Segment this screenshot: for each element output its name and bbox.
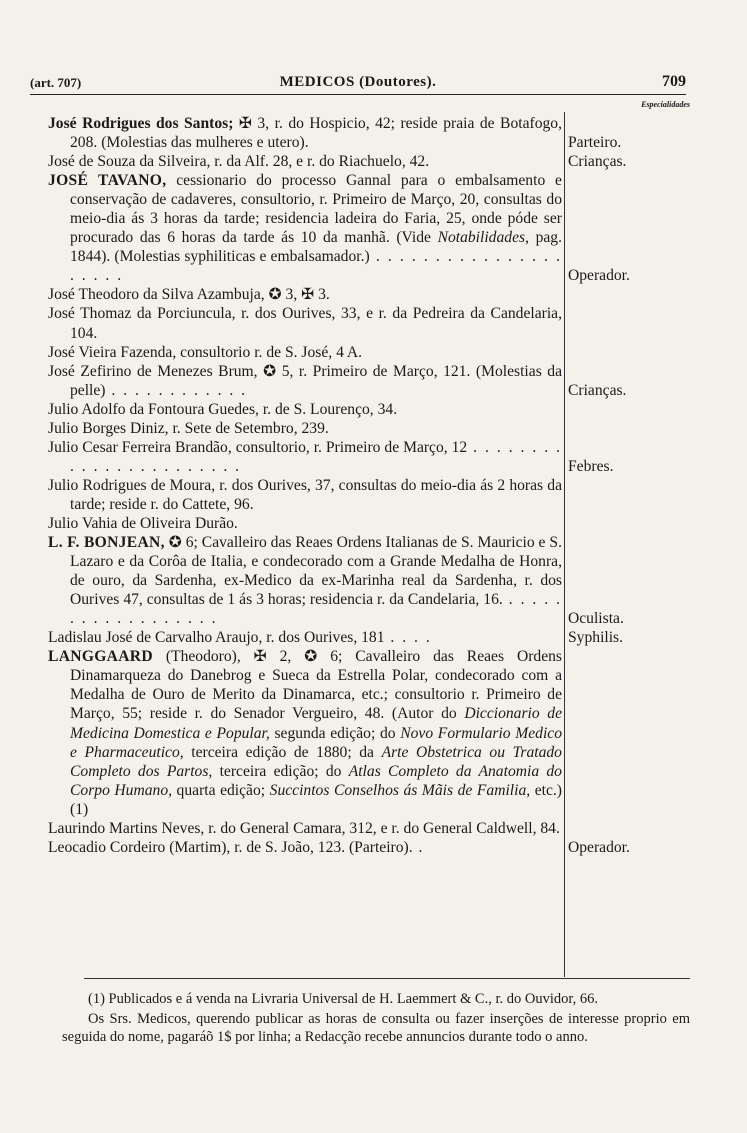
page-title: MEDICOS (Doutores).	[279, 74, 437, 90]
list-item	[0, 171, 747, 285]
entry-text: ✠ 3, r. do Hospicio, 42; reside praia de Botafogo, 208. (Molestias das mulheres e utero).	[70, 115, 562, 152]
entry-name: José Theodoro da Silva Azambuja,	[48, 286, 265, 304]
entry-name: Ladislau José de Carvalho Araujo,	[48, 629, 263, 647]
list-item	[0, 628, 747, 647]
entry-specialty: Syphilis.	[568, 629, 624, 647]
page-number: 709	[662, 73, 686, 90]
entry-specialty: Oculista.	[568, 610, 624, 628]
publication-notice: Os Srs. Medicos, querendo publicar as horas de consulta ou fazer inserções de interesse proprio em seguida do nome, pagaráõ 1$ por linha; a Redacção recebe annuncios durante todo o anno.	[62, 1011, 690, 1045]
entry-text: r. Sete de Setembro, 239.	[168, 419, 329, 437]
entry-name: José de Souza da Silveira,	[48, 153, 211, 171]
entry-text: consultorio, r. Primeiro de Março, 12	[231, 438, 468, 456]
entry-text: (Theodoro), ✠ 2, ✪ 6; Cavalleiro das Reaes Ordens Dinamarqueza do Danebrog e Sueca da Estrella Polar, condecorado com a Medalha de Ouro de Merito da Dinamarca, etc.; consultorio r. Primeiro de Março, 55; reside r. do Senador Vergueiro, 48. (Autor do	[70, 648, 562, 723]
entry-italic-text: Notabilidades	[437, 229, 526, 247]
list-item	[0, 533, 747, 628]
entry-text: r. de S. Lourenço, 34.	[258, 400, 398, 418]
list-item	[0, 114, 747, 152]
entry-specialty: Operador.	[568, 838, 630, 856]
leader-dots: . . . . . . . . . . . .	[105, 381, 248, 399]
entry-text-after: , pag. 1844). (Molestias syphiliticas e embalsamador.)	[70, 229, 563, 266]
entry-text-after: quarta edição;	[172, 781, 270, 799]
list-item	[0, 304, 747, 342]
entry-text-after: etc.) (1)	[70, 781, 562, 818]
entry-text: r. da Alf. 28, e r. do Riachuelo, 42.	[210, 153, 430, 171]
entry-name: Leocadio Cordeiro (Martim),	[48, 838, 231, 856]
leader-dots: . . . . . . . . . . . . . . . . . . . . .	[70, 248, 562, 285]
leader-dots: .	[412, 838, 425, 856]
entry-specialty: Operador.	[568, 267, 630, 285]
list-item	[0, 476, 747, 514]
entry-text: r. do General Camara, 312, e r. do General Caldwell, 84.	[204, 819, 560, 837]
entry-text: ✪ 6; Cavalleiro das Reaes Ordens Italianas de S. Mauricio e S. Lazaro e da Corôa de Italia, e condecorado com a Grande Medalha de Honra, de ouro, da Sardenha, ex-Medico da ex-Marinha real da Sardenha, r. dos Ourives 47, consultas de 1 ás 3 horas; residencia r. da Candelaria, 16.	[70, 534, 562, 609]
entry-italic-text: Succintos Conselhos ás Mãis de Familia,	[269, 781, 531, 799]
entry-name: José Rodrigues dos Santos;	[48, 115, 234, 132]
entry-text: ✪ 3, ✠ 3.	[264, 286, 330, 304]
entry-name: Julio Vahia de Oliveira Durão.	[48, 514, 238, 532]
entry-text-after: terceira edição de 1880; da	[183, 743, 382, 761]
article-reference: (art. 707)	[30, 75, 82, 90]
entry-name: LANGGAARD	[48, 648, 153, 666]
entry-name: José Thomaz da Porciuncula,	[48, 305, 236, 323]
entry-text-after: terceira edição; do	[212, 762, 349, 780]
entry-italic-text: Arte Obstetrica ou Tratado Completo dos Partos,	[70, 743, 562, 780]
list-item	[0, 514, 747, 533]
entry-specialty: Crianças.	[568, 381, 627, 399]
footnote-1: (1) Publicados e á venda na Livraria Universal de H. Laemmert & C., r. do Ouvidor, 66.	[88, 991, 598, 1007]
entry-name: José Vieira Fazenda,	[48, 343, 177, 361]
list-item	[0, 152, 747, 171]
entry-text: cessionario do processo Gannal para o embalsamento e conservação de cadaveres, consultorio, r. Primeiro de Março, 20, consultas do meio-dia ás 3 horas da tarde; residencia ladeira do Faria, 25, onde póde ser procurado das 6 horas da tarde ás 10 da manhã. (Vide	[70, 172, 562, 247]
entry-italic-text: Atlas Completo da Anatomia do Corpo Humano,	[70, 762, 562, 799]
entry-specialty: Crianças.	[568, 153, 627, 171]
entry-text: r. dos Ourives, 37, consultas do meio-dia ás 2 horas da tarde; reside r. do Cattete, 96.	[70, 476, 562, 513]
entry-text: r. de S. João, 123. (Parteiro).	[230, 838, 413, 856]
entry-name: José Zefirino de Menezes Brum,	[48, 362, 258, 380]
entry-text: consultorio r. de S. José, 4 A.	[176, 343, 363, 361]
entry-name: L. F. BONJEAN,	[48, 534, 165, 552]
list-item	[0, 838, 747, 857]
entry-name: Julio Rodrigues de Moura,	[48, 476, 216, 494]
list-item	[0, 819, 747, 838]
leader-dots: . . . . . . . . . . . . . . . . . . . . . . .	[70, 438, 562, 475]
specialties-column-title: Especialidades	[641, 100, 690, 109]
list-item	[0, 285, 747, 304]
leader-dots: . . . . . . . . . . . . . . . . . .	[70, 591, 563, 628]
list-item	[0, 647, 747, 818]
entry-text: ✪ 5, r. Primeiro de Março, 121. (Molestias da pelle)	[70, 362, 562, 399]
entry-name: Julio Borges Diniz,	[48, 419, 169, 437]
list-item	[0, 419, 747, 438]
entries-list	[0, 114, 747, 857]
entry-text-after: segunda edição; do	[269, 724, 401, 742]
entry-italic-text: Diccionario de Medicina Domestica e Popular,	[70, 705, 563, 742]
entry-text: r. dos Ourives, 33, e r. da Pedreira da Candelaria, 104.	[70, 305, 562, 342]
list-item	[0, 362, 747, 400]
list-item	[0, 438, 747, 476]
entry-specialty: Febres.	[568, 457, 614, 475]
entry-text: r. dos Ourives, 181	[262, 629, 385, 647]
entry-name: Julio Cesar Ferreira Brandão,	[48, 438, 232, 456]
entry-italic-text: Novo Formulario Medico e Pharmaceutico,	[70, 724, 563, 761]
entry-name: JOSÉ TAVANO,	[48, 172, 167, 190]
footnote-divider	[84, 978, 690, 979]
page-header	[30, 72, 686, 95]
list-item	[0, 343, 747, 362]
entry-name: Julio Adolfo da Fontoura Guedes,	[48, 400, 259, 418]
list-item	[0, 400, 747, 419]
entry-specialty: Parteiro.	[568, 134, 622, 152]
footnotes	[62, 990, 690, 1046]
entry-name: Laurindo Martins Neves,	[48, 819, 205, 837]
leader-dots: . . . .	[384, 629, 432, 647]
